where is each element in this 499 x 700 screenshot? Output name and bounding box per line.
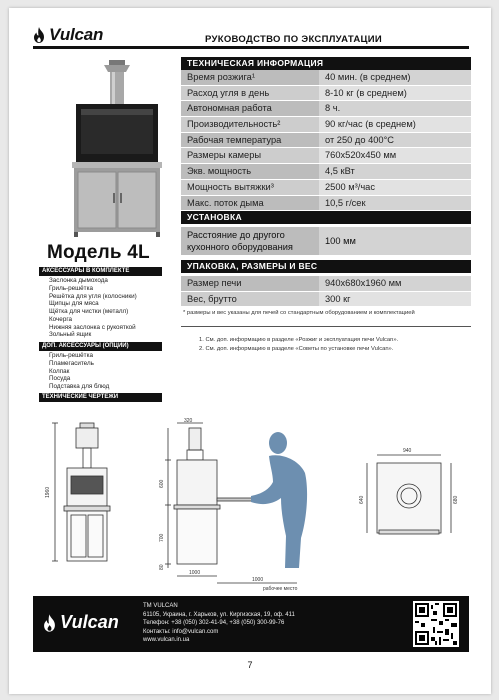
front-view-drawing <box>52 423 110 561</box>
drawings-title: ТЕХНИЧЕСКИЕ ЧЕРТЕЖИ <box>39 393 162 402</box>
pack-panel <box>181 260 471 318</box>
manual-page <box>9 8 491 694</box>
list-item: Посуда <box>49 375 71 383</box>
included-list <box>49 277 137 339</box>
optional-title: ДОП. АКСЕССУАРЫ (ОПЦИИ) <box>39 342 162 351</box>
qr-code-icon <box>413 601 459 647</box>
list-item: Щипцы для мяса <box>49 300 99 308</box>
page-number: 7 <box>247 660 253 670</box>
footer-brand: Vulcan <box>60 612 119 632</box>
list-item: Заслонка дымохода <box>49 277 108 284</box>
list-item: Пламегаситель <box>49 359 94 367</box>
table-row: Производительность² 90 кг/час (в среднем) <box>181 117 471 133</box>
list-item: Зольный ящик <box>49 331 92 339</box>
flame-logo-icon <box>43 614 56 632</box>
dim-w2-label: 1000 <box>252 577 264 583</box>
contact-line: 61105, Украина, г. Харьков, ул. Киргизская, 19, оф. 411 <box>143 611 295 618</box>
document-title: РУКОВОДСТВО ПО ЭКСПЛУАТАЦИИ <box>205 34 383 45</box>
footer <box>33 596 469 652</box>
dim-h3-label: 80 <box>159 564 165 570</box>
dim-h1-label: 600 <box>159 479 165 488</box>
model-name: Модель 4L <box>47 242 150 263</box>
list-item: Решётка для угля (колосники) <box>49 292 137 300</box>
table-row: Расстояние до другого кухонного оборудования 100 мм <box>181 227 471 255</box>
workspace-caption: рабочее место <box>263 586 298 592</box>
install-panel <box>181 211 471 255</box>
top-view-drawing <box>367 455 451 534</box>
table-row: Макс. поток дыма 10,5 г/сек <box>181 196 471 212</box>
table-row: Размеры камеры 760x520x450 мм <box>181 148 471 164</box>
divider <box>181 326 471 327</box>
technical-drawings <box>37 418 467 593</box>
tech-table <box>181 70 471 211</box>
table-row: Вес, брутто 300 кг <box>181 292 471 308</box>
list-item: Кочерга <box>49 315 72 323</box>
list-item: Щётка для чистки (металл) <box>49 308 129 315</box>
contact-line[interactable]: www.vulcan.in.ua <box>143 637 190 643</box>
list-item: Гриль-решётка <box>49 352 93 359</box>
install-title: УСТАНОВКА <box>181 211 471 224</box>
person-silhouette <box>251 432 307 568</box>
footnote: 2. См. доп. информацию в разделе «Советы по установке печи Vulcan». <box>199 346 394 352</box>
header-brand: Vulcan <box>49 25 104 44</box>
contact-line: ТМ VULCAN <box>143 603 178 609</box>
table-row: Размер печи 940x680x1960 мм <box>181 276 471 292</box>
contact-line[interactable]: Контакты: info@vulcan.com <box>143 628 219 635</box>
dim-w1-label: 1000 <box>189 570 201 576</box>
footnote: 1. См. доп. информацию в разделе «Розжиг и эксплуатация печи Vulcan». <box>199 337 399 343</box>
list-item: Гриль-решётка <box>49 284 93 292</box>
dim-h2-label: 700 <box>159 533 165 542</box>
footer-contacts <box>143 602 295 645</box>
tech-info-title: ТЕХНИЧЕСКАЯ ИНФОРМАЦИЯ <box>181 57 471 70</box>
pack-title: УПАКОВКА, РАЗМЕРЫ И ВЕС <box>181 260 471 273</box>
title-rule <box>33 46 469 49</box>
dim-top-label: 320 <box>184 418 193 424</box>
header-logo <box>33 25 103 45</box>
list-item: Нижняя заслонка с рукояткой <box>49 323 136 331</box>
flame-logo-icon <box>33 27 45 43</box>
optional-list <box>49 352 109 391</box>
dim-inner-label: 640 <box>359 495 365 504</box>
footer-logo <box>43 612 119 633</box>
table-row: Время розжига¹ 40 мин. (в среднем) <box>181 70 471 86</box>
list-item: Колпак <box>49 367 70 375</box>
pack-note: * размеры и вес указаны для печей со стандартным оборудованием и комплектацией <box>183 310 415 317</box>
pack-table <box>181 276 471 307</box>
contact-line: Телефон: +38 (050) 302-41-94, +38 (050) 300-99-76 <box>143 620 285 626</box>
table-row: Экв. мощность 4,5 кВт <box>181 164 471 180</box>
list-item: Подставка для блюд <box>49 383 110 390</box>
dim-height-label: 1960 <box>45 486 51 498</box>
included-title: АКСЕССУАРЫ В КОМПЛЕКТЕ <box>39 267 162 276</box>
table-row: Расход угля в день 8-10 кг (в среднем) <box>181 86 471 102</box>
table-row: Рабочая температура от 250 до 400°С <box>181 133 471 149</box>
tech-info-panel <box>181 57 471 211</box>
dim-width-label: 940 <box>403 448 412 454</box>
stove-illustration <box>64 58 169 238</box>
dim-depth-label: 680 <box>453 495 459 504</box>
table-row: Автономная работа 8 ч. <box>181 101 471 117</box>
table-row: Мощность вытяжки³ 2500 м³/час <box>181 180 471 196</box>
